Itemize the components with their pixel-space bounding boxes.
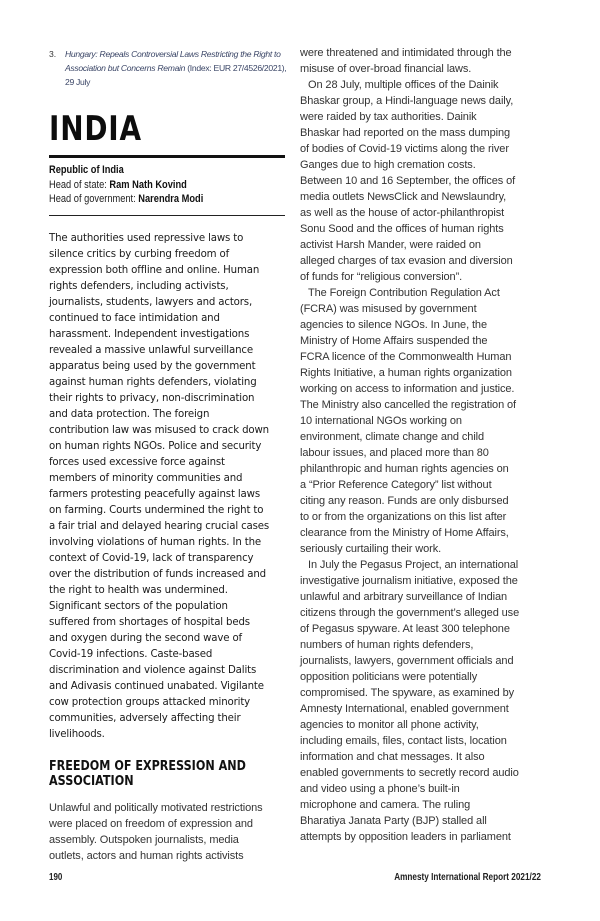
summary-line: against human rights defenders, violating bbox=[49, 376, 257, 388]
body-line: were placed on freedom of expression and bbox=[49, 818, 253, 831]
body-line: Ganges due to high cremation costs. bbox=[300, 159, 476, 171]
section-body-right bbox=[300, 45, 540, 845]
footnote-index: (Index: EUR 27/4526/2021), 29 July bbox=[65, 63, 287, 87]
summary-line: communities, adversely affecting their bbox=[49, 712, 241, 724]
body-line: were raided by tax authorities. Dainik bbox=[300, 111, 477, 123]
body-line: In July the Pegasus Project, an international bbox=[308, 559, 519, 571]
head-of-government-row bbox=[49, 192, 290, 207]
summary-line: harassment. Independent investigations bbox=[49, 328, 250, 340]
body-line: philanthropic and human rights agencies on bbox=[300, 463, 509, 475]
body-line: as well as the house of actor-philanthropist bbox=[300, 207, 505, 219]
body-line: to or from the organizations on this list after bbox=[300, 511, 507, 523]
summary-line: continued to face intimidation and bbox=[49, 312, 220, 324]
body-line: unlawful and arbitrary surveillance of Indian bbox=[300, 591, 508, 603]
summary-paragraph bbox=[49, 231, 297, 743]
summary-line: context of Covid-19, lack of transparency bbox=[49, 552, 254, 564]
summary-line: and data protection. The foreign bbox=[49, 408, 210, 420]
body-line: Between 10 and 16 September, the offices of bbox=[300, 175, 516, 187]
body-line: outlets, actors and human rights activists bbox=[49, 850, 244, 863]
section-body-left bbox=[49, 800, 292, 864]
body-line: Bhaskar had reported on the mass dumping bbox=[300, 127, 511, 139]
body-line: of bodies of Covid-19 victims along the river bbox=[300, 143, 509, 155]
body-line: citing any reason. Funds are only disbursed bbox=[300, 495, 509, 507]
footnote-title-line1: Hungary: Repeals Controversial Laws Restricting the Right to bbox=[65, 49, 281, 59]
body-line: alleged charges of tax evasion and diversion bbox=[300, 255, 513, 267]
summary-line: contribution law was misused to crack down bbox=[49, 424, 269, 436]
body-line: journalists, lawyers, government officials and bbox=[300, 655, 514, 667]
body-line: agencies to silence NGOs. In June, the bbox=[300, 319, 487, 331]
right-column bbox=[300, 45, 540, 845]
body-line: citizens through the government’s alleged use bbox=[300, 607, 520, 619]
body-line: compromised. The spyware, as examined by bbox=[300, 687, 515, 699]
summary-line: and oxygen during the second wave of bbox=[49, 632, 242, 644]
body-line: were threatened and intimidated through the bbox=[300, 47, 512, 59]
body-line: of funds for “religious conversion”. bbox=[300, 271, 463, 283]
summary-line: livelihoods. bbox=[49, 728, 105, 740]
body-line: investigative journalism initiative, exposed the bbox=[300, 575, 518, 587]
summary-line: and Adivasis continued unabated. Vigilante bbox=[49, 680, 264, 692]
body-line: agencies to monitor all phone activity, bbox=[300, 719, 479, 731]
summary-line: members of minority communities and bbox=[49, 472, 243, 484]
summary-line: forces used excessive force against bbox=[49, 456, 225, 468]
head-of-government-label: Head of government: bbox=[49, 193, 139, 205]
body-line: a “Prior Reference Category” list without bbox=[300, 479, 492, 491]
body-line: of Pegasus spyware. At least 300 telephone bbox=[300, 623, 510, 635]
summary-line: discrimination and violence against Dalits bbox=[49, 664, 257, 676]
body-line: The Foreign Contribution Regulation Act bbox=[308, 287, 500, 299]
left-column bbox=[49, 47, 292, 864]
body-line: Rights Initiative, a human rights organization bbox=[300, 367, 512, 379]
body-line: working on access to information and justice. bbox=[300, 383, 515, 395]
report-name: Amnesty International Report 2021/22 bbox=[394, 872, 541, 883]
country-facts bbox=[49, 163, 292, 207]
summary-line: The authorities used repressive laws to bbox=[49, 232, 244, 244]
summary-line: suffered from shortages of hospital beds bbox=[49, 616, 250, 628]
summary-line: silence critics by curbing freedom of bbox=[49, 248, 230, 260]
body-line: media outlets NewsClick and Newslaundry, bbox=[300, 191, 507, 203]
body-line: Amnesty International, enabled government bbox=[300, 703, 509, 715]
footnote-title-line2: Association but Concerns Remain bbox=[65, 63, 186, 73]
country-title: INDIA bbox=[49, 109, 142, 149]
body-line: and video using a phone’s built-in bbox=[300, 783, 460, 795]
footnote-number: 3. bbox=[49, 49, 57, 59]
official-name: Republic of India bbox=[49, 164, 124, 176]
title-divider bbox=[49, 155, 285, 158]
summary-line: farmers protesting peacefully against laws bbox=[49, 488, 260, 500]
body-line: Unlawful and politically motivated restrictions bbox=[49, 802, 263, 815]
summary-line: apparatus being used by the government bbox=[49, 360, 256, 372]
summary-line: journalists, students, lawyers and actors, bbox=[49, 296, 253, 308]
head-of-government-value: Narendra Modi bbox=[138, 193, 204, 205]
body-line: numbers of human rights defenders, bbox=[300, 639, 474, 651]
section-heading-line2: ASSOCIATION bbox=[49, 774, 134, 789]
body-line: environment, climate change and child bbox=[300, 431, 485, 443]
body-line: assembly. Outspoken journalists, media bbox=[49, 834, 239, 847]
body-line: Ministry of Home Affairs suspended the bbox=[300, 335, 488, 347]
head-of-state-label: Head of state: bbox=[49, 178, 110, 191]
summary-line: revealed a massive unlawful surveillance bbox=[49, 344, 253, 356]
summary-line: on human rights NGOs. Police and security bbox=[49, 440, 262, 452]
summary-line: rights defenders, including activists, bbox=[49, 280, 229, 292]
page-number: 190 bbox=[49, 872, 63, 883]
summary-line: cow protection groups attacked minority bbox=[49, 696, 251, 708]
head-of-state-value: Ram Nath Kovind bbox=[109, 178, 187, 191]
body-line: microphone and camera. The ruling bbox=[300, 799, 471, 811]
facts-divider bbox=[49, 215, 285, 216]
body-line: labour issues, and placed more than 80 bbox=[300, 447, 489, 459]
body-line: enabled governments to secretly record audio bbox=[300, 767, 519, 779]
body-line: including emails, files, contact lists, location bbox=[300, 735, 507, 747]
footnote bbox=[49, 47, 292, 89]
body-line: information and chat messages. It also bbox=[300, 751, 485, 763]
footnote-text bbox=[65, 47, 292, 89]
summary-line: on farming. Courts undermined the right to bbox=[49, 504, 264, 516]
body-line: activist Harsh Mander, were raided on bbox=[300, 239, 481, 251]
body-line: Bhaskar group, a Hindi-language news daily, bbox=[300, 95, 514, 107]
summary-line: Significant sectors of the population bbox=[49, 600, 228, 612]
body-line: FCRA licence of the Commonwealth Human bbox=[300, 351, 512, 363]
summary-line: their rights to privacy, non-discrimination bbox=[49, 392, 255, 404]
body-line: On 28 July, multiple offices of the Dainik bbox=[308, 79, 499, 91]
body-line: The Ministry also cancelled the registration of bbox=[300, 399, 517, 411]
body-line: Sonu Sood and the offices of human rights bbox=[300, 223, 504, 235]
body-line: clearance from the Ministry of Home Affairs, bbox=[300, 527, 509, 539]
summary-line: the right to health was undermined. bbox=[49, 584, 228, 596]
body-line: seriously curtailing their work. bbox=[300, 543, 442, 555]
body-line: opposition politicians were potentially bbox=[300, 671, 478, 683]
section-heading-line1: FREEDOM OF EXPRESSION AND bbox=[49, 758, 246, 774]
summary-line: Covid-19 infections. Caste-based bbox=[49, 648, 213, 660]
summary-line: over the distribution of funds increased and bbox=[49, 568, 266, 580]
summary-line: expression both offline and online. Human bbox=[49, 264, 260, 276]
section-heading bbox=[49, 759, 298, 790]
summary-line: a fair trial and delayed hearing crucial cases bbox=[49, 520, 270, 532]
body-line: attempts by opposition leaders in parliament bbox=[300, 831, 511, 843]
body-line: Bharatiya Janata Party (BJP) stalled all bbox=[300, 815, 487, 827]
body-line: 10 international NGOs working on bbox=[300, 415, 462, 427]
body-line: (FCRA) was misused by government bbox=[300, 303, 477, 315]
body-line: misuse of over-broad financial laws. bbox=[300, 63, 472, 75]
head-of-state-row bbox=[49, 178, 290, 193]
summary-line: involving violations of human rights. In the bbox=[49, 536, 261, 548]
